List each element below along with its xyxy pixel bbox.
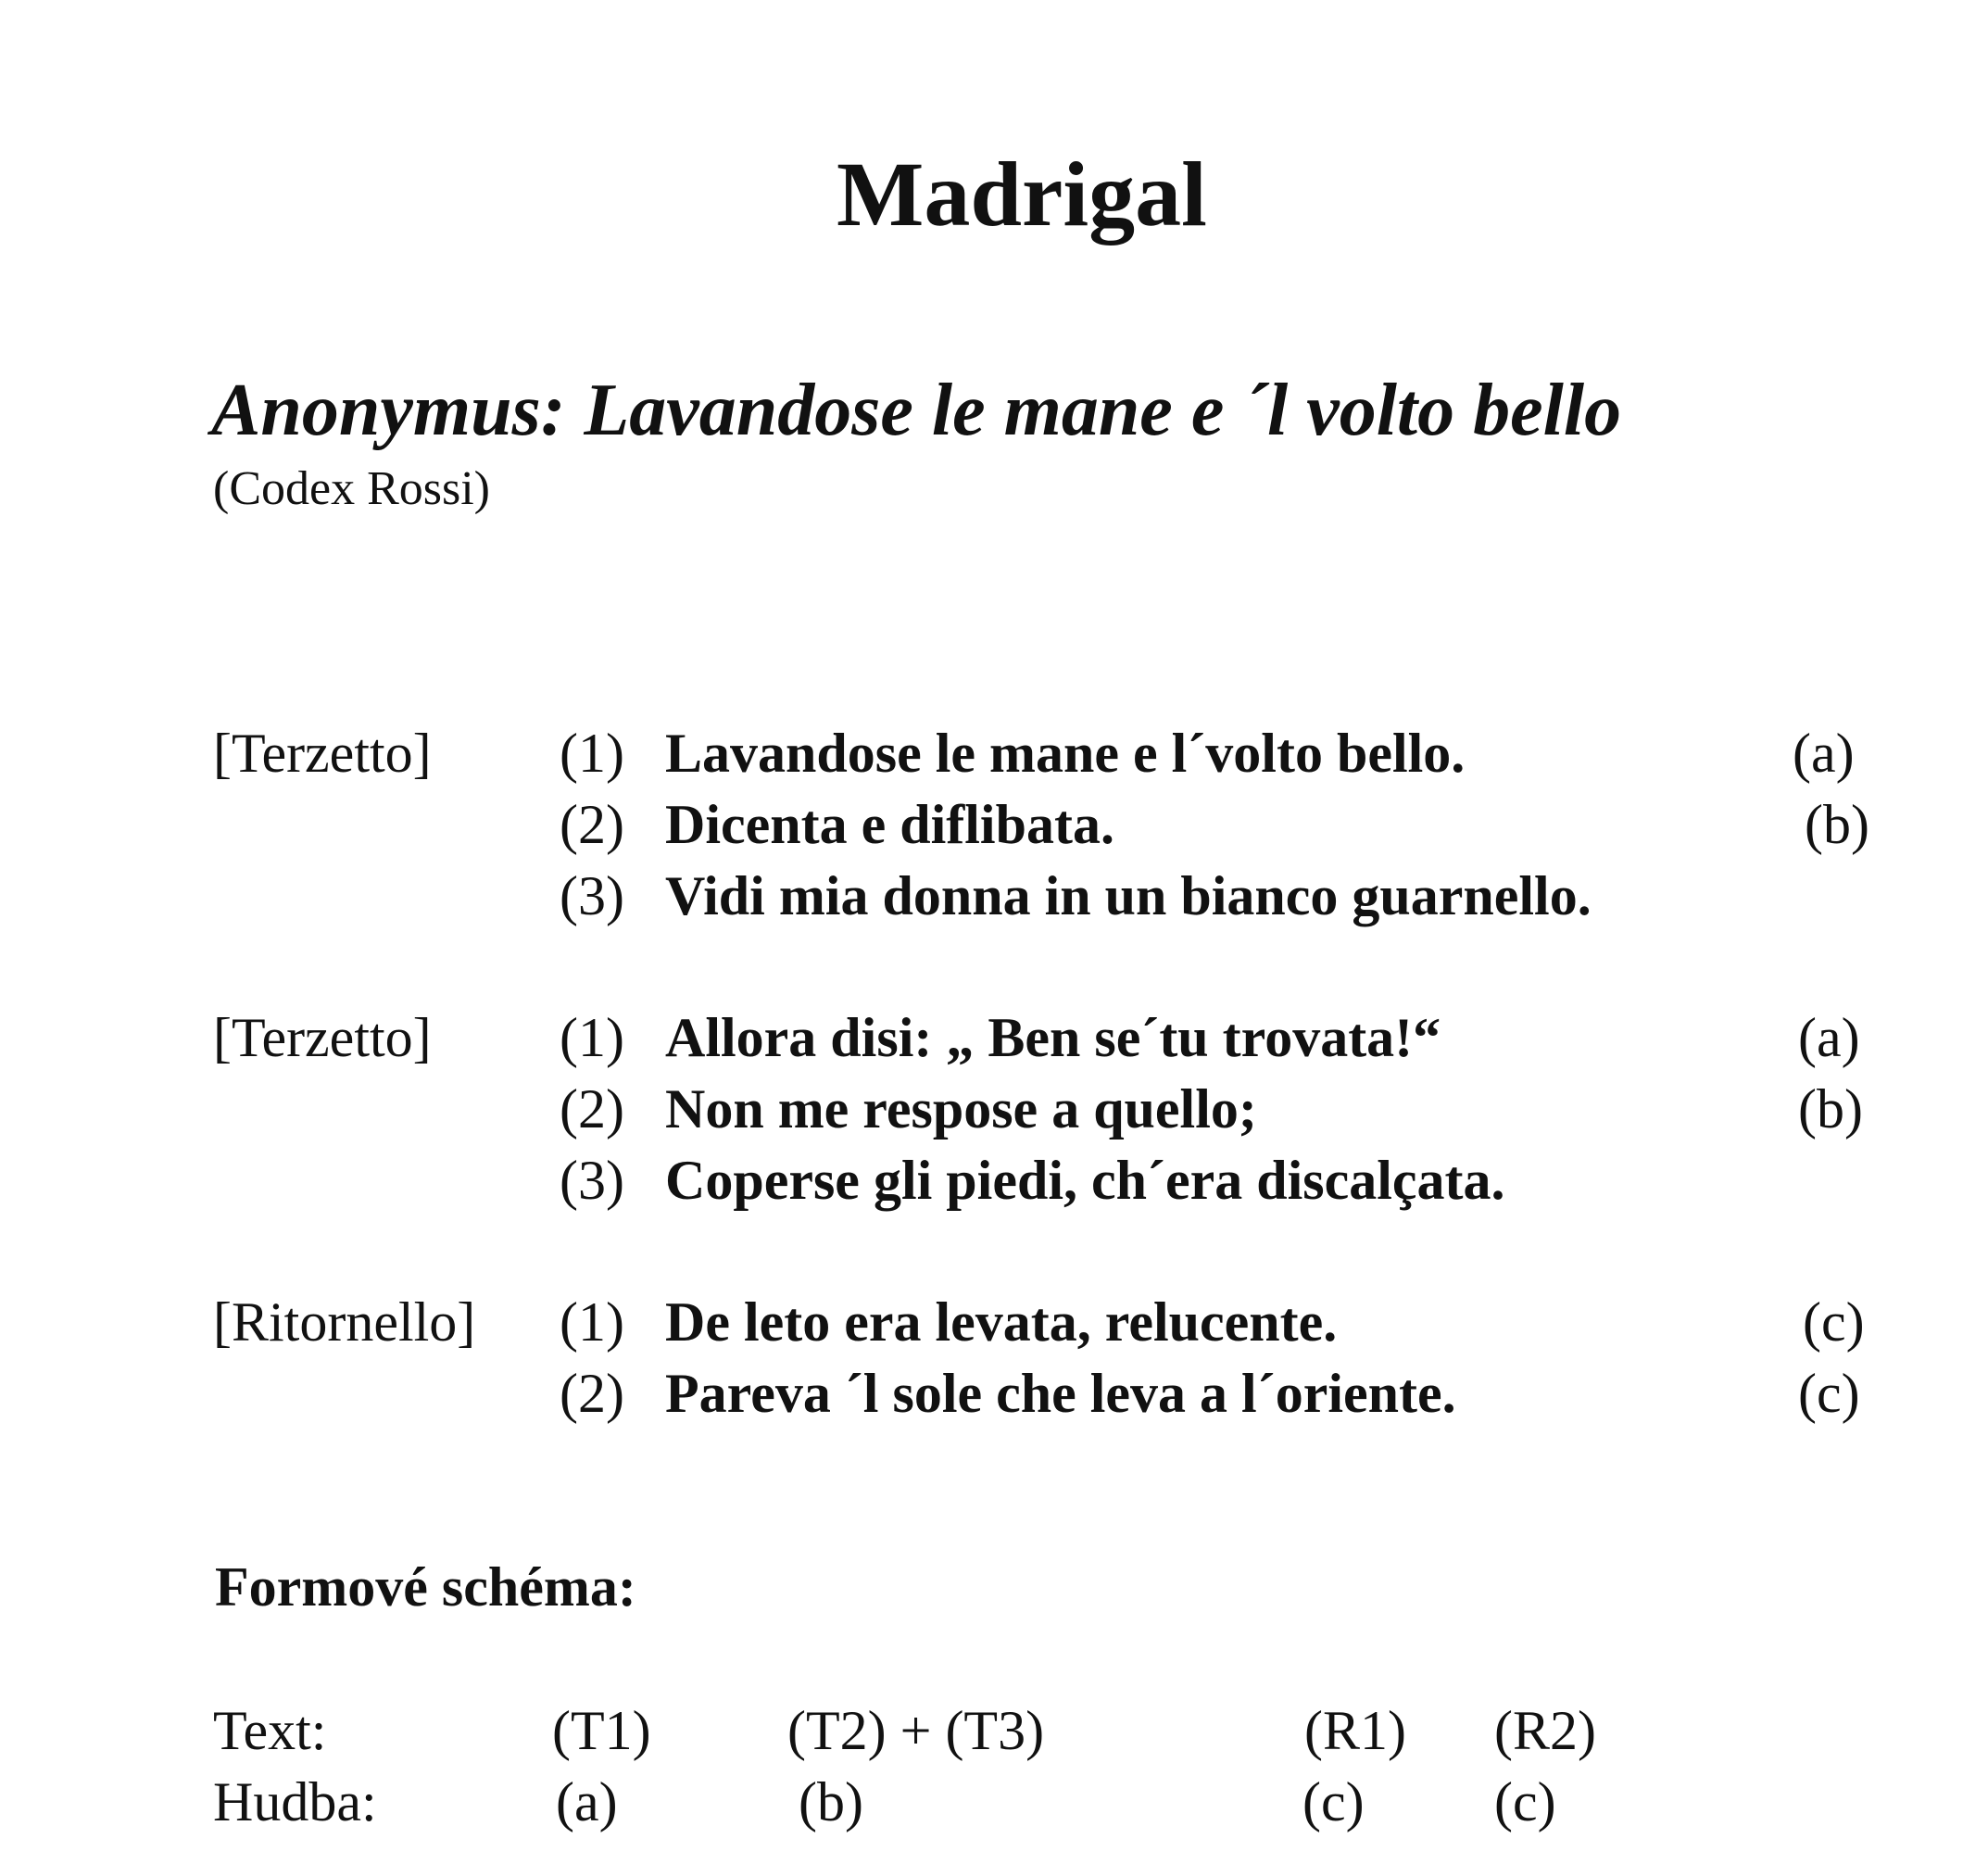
- rhyme-letter: (a): [1793, 723, 1855, 784]
- verse-line: [0, 1291, 1988, 1359]
- rhyme-letter: (c): [1798, 1363, 1860, 1424]
- scheme-cell: (T1): [552, 1700, 651, 1761]
- line-number: (2): [560, 1363, 624, 1424]
- line-text: De leto era levata, relucente.: [665, 1291, 1338, 1353]
- verse-line: [0, 1007, 1988, 1075]
- scheme-cell: (R1): [1304, 1700, 1406, 1761]
- line-number: (1): [560, 1291, 624, 1353]
- line-number: (1): [560, 723, 624, 784]
- verse-line: [0, 865, 1988, 933]
- line-text: Dicenta e diflibata.: [665, 794, 1114, 855]
- scheme-cell: (c): [1494, 1771, 1556, 1832]
- rhyme-letter: (b): [1805, 794, 1869, 855]
- rhyme-letter: (a): [1798, 1007, 1860, 1068]
- scheme-cell: (T2) + (T3): [787, 1700, 1045, 1761]
- scheme-row-label: Text:: [213, 1700, 327, 1761]
- page-title: Madrigal: [837, 143, 1207, 246]
- line-text: Vidi mia donna in un bianco guarnello.: [665, 865, 1592, 926]
- section-label: [Terzetto]: [213, 723, 432, 784]
- scheme-cell: (b): [799, 1771, 863, 1832]
- line-text: Lavandose le mane e l´volto bello.: [665, 723, 1466, 784]
- line-number: (3): [560, 865, 624, 926]
- section-label: [Ritornello]: [213, 1291, 476, 1353]
- rhyme-letter: (c): [1803, 1291, 1865, 1353]
- scheme-cell: (c): [1302, 1771, 1365, 1832]
- verse-line: [0, 1152, 1988, 1217]
- verse-line: [0, 725, 1988, 790]
- line-text: Non me respose a quello;: [665, 1078, 1257, 1140]
- line-number: (2): [560, 1078, 624, 1140]
- verse-line: [0, 1078, 1988, 1146]
- line-number: (3): [560, 1150, 624, 1211]
- line-text: Pareva ´l sole che leva a l´oriente.: [665, 1363, 1456, 1424]
- section-label: [Terzetto]: [213, 1007, 432, 1068]
- rhyme-letter: (b): [1798, 1078, 1863, 1140]
- verse-line: [0, 1363, 1988, 1430]
- source-note: (Codex Rossi): [213, 462, 490, 515]
- scheme-row-label: Hudba:: [213, 1771, 377, 1832]
- scheme-cell: (a): [556, 1771, 618, 1832]
- line-number: (1): [560, 1007, 624, 1068]
- line-text: Coperse gli piedi, ch´era discalçata.: [665, 1150, 1505, 1211]
- line-text: Allora disi: „ Ben se´tu trovata!“: [665, 1007, 1441, 1068]
- scheme-cell: (R2): [1494, 1700, 1596, 1761]
- scheme-heading: Formové schéma:: [215, 1556, 636, 1618]
- line-number: (2): [560, 794, 624, 855]
- piece-subtitle: Anonymus: Lavandose le mane e ´l volto bello: [211, 370, 1622, 451]
- verse-line: [0, 794, 1988, 862]
